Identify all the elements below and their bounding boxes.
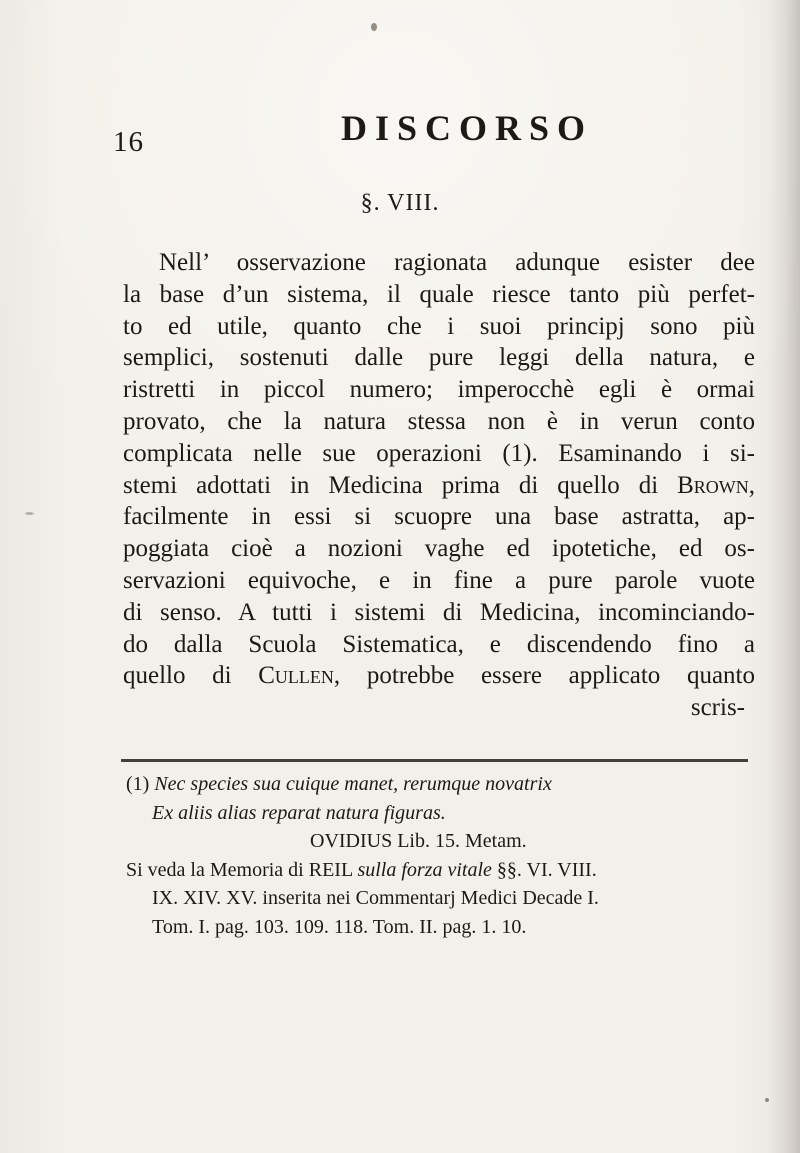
quotation-line: Ex aliis alias reparat natura figuras. (152, 801, 446, 824)
catchword: scris- (690, 694, 745, 722)
paper-speck (371, 23, 377, 31)
text-fragment: stemi adottati in Medicina prima di quello di (123, 471, 678, 499)
cited-work-title: sulla forza vitale (357, 858, 492, 881)
footnote (126, 770, 744, 941)
main-text (123, 247, 755, 724)
text-line: Nell’ osservazione ragionata adunque esister dee (159, 249, 755, 276)
text-fragment: , (748, 471, 755, 499)
section-heading: §. VIII. (360, 190, 440, 216)
text-line: di senso. A tutti i sistemi di Medicina, incominciando- (123, 598, 755, 626)
running-title: DISCORSO (341, 108, 594, 148)
text-line: facilmente in essi si scuopre una base astratta, ap- (123, 503, 755, 531)
text-line: to ed utile, quanto che i suoi principj sono più (123, 312, 755, 340)
text-line: poggiata cioè a nozioni vaghe ed ipotetiche, ed os- (123, 535, 755, 563)
text-line: provato, che la natura stessa non è in verun conto (123, 407, 755, 435)
quotation-text: Nec species sua cuique manet, rerumque novatrix (154, 773, 552, 795)
footnote-marker: (1) (126, 773, 155, 795)
footnote-text: §§. VI. VIII. (491, 858, 597, 881)
page-edge-shadow (768, 0, 800, 1153)
text-line (123, 660, 755, 692)
text-fragment: , potrebbe essere applicato quanto (333, 662, 755, 690)
text-line: semplici, sostenuti dalle pure leggi della natura, e (123, 344, 755, 372)
text-line: do dalla Scuola Sistematica, e discendendo fino a (123, 630, 755, 658)
author-name: Cullen (258, 662, 334, 690)
page-header (113, 110, 703, 160)
text-line: ristretti in piccol numero; imperocchè egli è ormai (123, 376, 755, 404)
footnote-line (126, 770, 744, 799)
footnote-text: Si veda la Memoria di REIL (126, 858, 358, 881)
footnote-line: IX. XIV. XV. inserita nei Commentarj Medici Decade I. (152, 887, 599, 909)
footnote-rule (121, 759, 748, 762)
paper-speck (765, 1098, 769, 1102)
page-number: 16 (113, 126, 144, 158)
text-line: la base d’un sistema, il quale riesce tanto più perfet- (123, 280, 755, 308)
footnote-line (126, 856, 744, 885)
paper-speck (25, 512, 34, 515)
author-name: Brown (677, 471, 749, 499)
text-fragment: quello di (123, 662, 259, 690)
text-line: servazioni equivoche, e in fine a pure parole vuote (123, 566, 755, 594)
footnote-line: Tom. I. pag. 103. 109. 118. Tom. II. pag. 1. 10. (152, 915, 527, 938)
citation-line: OVIDIUS Lib. 15. Metam. (310, 830, 527, 852)
text-line: complicata nelle sue operazioni (1). Esaminando i si- (123, 439, 755, 467)
text-line (123, 470, 755, 502)
